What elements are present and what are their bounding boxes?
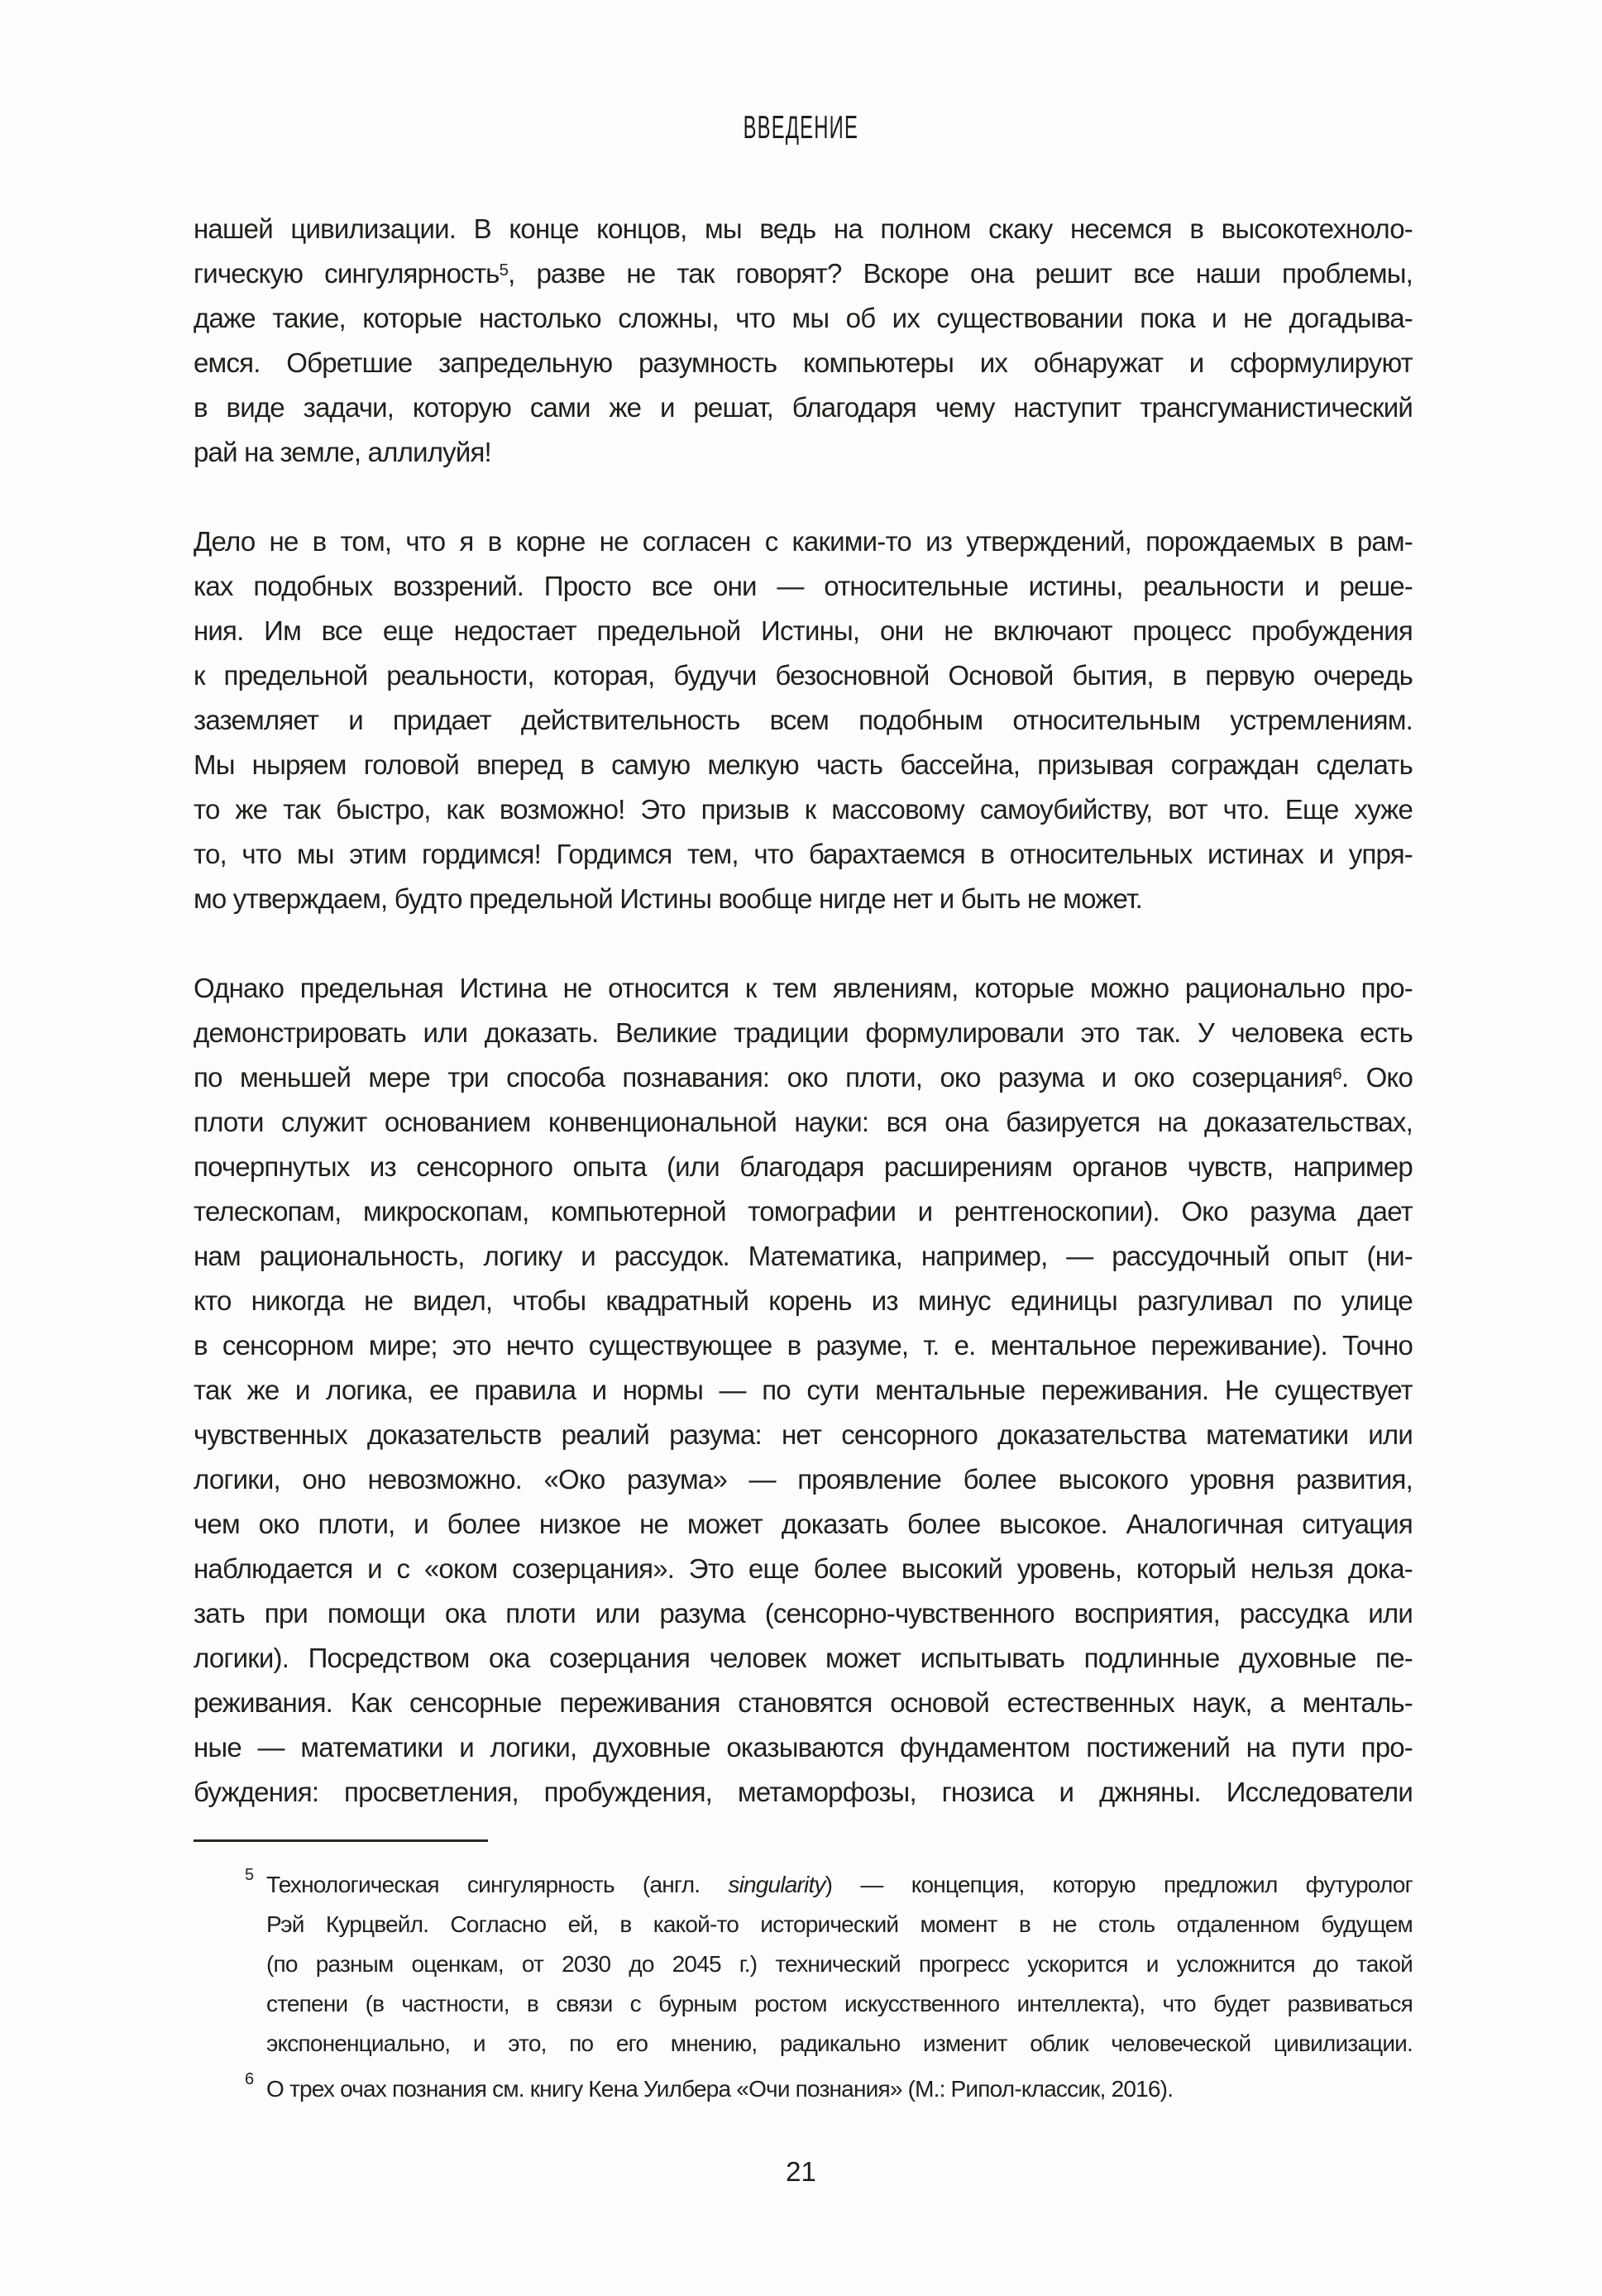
- text-line: буждения: просветления, пробуждения, метаморфозы, гнозиса и джняны. Исследователи: [194, 1777, 1413, 1807]
- text-line: емся. Обретшие запредельную разумность компьютеры их обнаружат и сформулируют: [194, 347, 1413, 378]
- text-line: заземляет и придает действительность всем подобным относительным устремлениям.: [194, 705, 1413, 735]
- text-line: зать при помощи ока плоти или разума (сенсорно-чувственного восприятия, рассудка или: [194, 1598, 1413, 1629]
- text-line: логики, оно невозможно. «Око разума» — проявление более высокого уровня развития,: [194, 1464, 1413, 1495]
- text-line: Дело не в том, что я в корне не согласен с какими-то из утверждений, порождаемых в рам-: [194, 526, 1413, 557]
- chapter-title: ВВЕДЕНИЕ: [743, 110, 859, 146]
- text-line: в виде задачи, которую сами же и решат, благодаря чему наступит трансгуманистический: [194, 392, 1413, 423]
- footnote-line: Рэй Курцвейл. Согласно ей, в какой-то исторический момент в не столь отдаленном будущем: [266, 1911, 1413, 1937]
- text-line: наблюдается и с «оком созерцания». Это еще более высокий уровень, который нельзя дока-: [194, 1553, 1413, 1584]
- text-line: почерпнутых из сенсорного опыта (или благодаря расширениям органов чувств, например: [194, 1151, 1413, 1182]
- text-line: даже такие, которые настолько сложны, что мы об их существовании пока и не догадыва-: [194, 303, 1413, 333]
- text-segment: . Око: [1341, 1062, 1413, 1093]
- text-segment: по меньшей мере три способа познавания: око плоти, око разума и око созерцания: [194, 1062, 1333, 1093]
- footnote-line: экспоненциально, и это, по его мнению, радикально изменит облик человеческой цивилизации.: [266, 2031, 1413, 2056]
- text-line: то же так быстро, как возможно! Это призыв к массовому самоубийству, вот что. Еще хуже: [194, 794, 1413, 825]
- text-line: нам рациональность, логику и рассудок. Математика, например, — рассудочный опыт (ни-: [194, 1241, 1413, 1271]
- footnote-marker-5: 5: [245, 1866, 254, 1884]
- text-line: чем око плоти, и более низкое не может доказать более высокое. Аналогичная ситуация: [194, 1509, 1413, 1539]
- text-column: [194, 0, 1413, 1815]
- text-line: мо утверждаем, будто предельной Истины вообще нигде нет и быть не может.: [194, 883, 1143, 914]
- text-line: ния. Им все еще недостает предельной Истины, они не включают процесс пробуждения: [194, 615, 1413, 646]
- text-line: рай на земле, аллилуйя!: [194, 437, 491, 467]
- italic-term: singularity: [728, 1872, 825, 1897]
- paragraph-2: [194, 519, 1413, 921]
- paragraph-1: [194, 207, 1413, 475]
- text-line: телескопам, микроскопам, компьютерной томографии и рентгеноскопии). Око разума дает: [194, 1196, 1413, 1227]
- text-line: так же и логика, ее правила и нормы — по сути ментальные переживания. Не существует: [194, 1375, 1413, 1405]
- text-line: Мы ныряем головой вперед в самую мелкую часть бассейна, призывая сограждан сделать: [194, 749, 1413, 780]
- footnote-line: (по разным оценкам, от 2030 до 2045 г.) технический прогресс ускорится и усложнится до такой: [266, 1951, 1413, 1977]
- page-number: 21: [786, 2156, 816, 2187]
- text-line: логики). Посредством ока созерцания человек может испытывать подлинные духовные пе-: [194, 1643, 1413, 1673]
- text-line: плоти служит основанием конвенциональной науки: вся она базируется на доказательствах,: [194, 1107, 1413, 1137]
- text-segment: гическую сингулярность: [194, 258, 500, 289]
- text-line: ках подобных воззрений. Просто все они — относительные истины, реальности и реше-: [194, 571, 1413, 601]
- footnote-line: О трех очах познания см. книгу Кена Уилбера «Очи познания» (М.: Рипол-классик, 2016).: [266, 2076, 1174, 2102]
- text-line: к предельной реальности, которая, будучи безосновной Основой бытия, в первую очередь: [194, 660, 1413, 691]
- footnote-6: [194, 2069, 1413, 2109]
- text-segment: ) — концепция, которую предложил футуролог: [825, 1872, 1413, 1897]
- footnote-divider: [194, 1839, 488, 1842]
- footnote-line: степени (в частности, в связи с бурным ростом искусственного интеллекта), что будет развиваться: [266, 1991, 1413, 2016]
- text-line: Однако предельная Истина не относится к тем явлениям, которые можно рационально про-: [194, 973, 1413, 1003]
- footnote-5: [194, 1865, 1413, 2064]
- footnote-line: [266, 1865, 1413, 1905]
- text-segment: Технологическая сингулярность (англ.: [266, 1872, 729, 1897]
- text-line: ные — математики и логики, духовные оказываются фундаментом постижений на пути про-: [194, 1732, 1413, 1763]
- text-line: демонстрировать или доказать. Великие традиции формулировали это так. У человека есть: [194, 1017, 1413, 1048]
- text-line: нашей цивилизации. В конце концов, мы ведь на полном скаку несемся в высокотехноло-: [194, 213, 1413, 244]
- text-line: чувственных доказательств реалий разума: нет сенсорного доказательства математики или: [194, 1419, 1413, 1450]
- text-line: реживания. Как сенсорные переживания становятся основой естественных наук, а менталь-: [194, 1687, 1413, 1718]
- text-line: в сенсорном мире; это нечто существующее в разуме, т. е. ментальное переживание). Точно: [194, 1330, 1413, 1361]
- footnote-marker-6: 6: [245, 2070, 254, 2088]
- footnotes: [194, 1865, 1413, 2109]
- text-line: то, что мы этим гордимся! Гордимся тем, что барахтаемся в относительных истинах и упря-: [194, 839, 1413, 869]
- text-line: по меньшей мере три способа познавания: око плоти, око разума и око созерцания6. Око: [194, 1062, 1413, 1093]
- paragraph-3: [194, 966, 1413, 1815]
- text-segment: , разве не так говорят? Вскоре она решит все наши проблемы,: [508, 258, 1413, 289]
- text-line: гическую сингулярность5, разве не так говорят? Вскоре она решит все наши проблемы,: [194, 258, 1413, 289]
- text-line: кто никогда не видел, чтобы квадратный корень из минус единицы разгуливал по улице: [194, 1285, 1413, 1316]
